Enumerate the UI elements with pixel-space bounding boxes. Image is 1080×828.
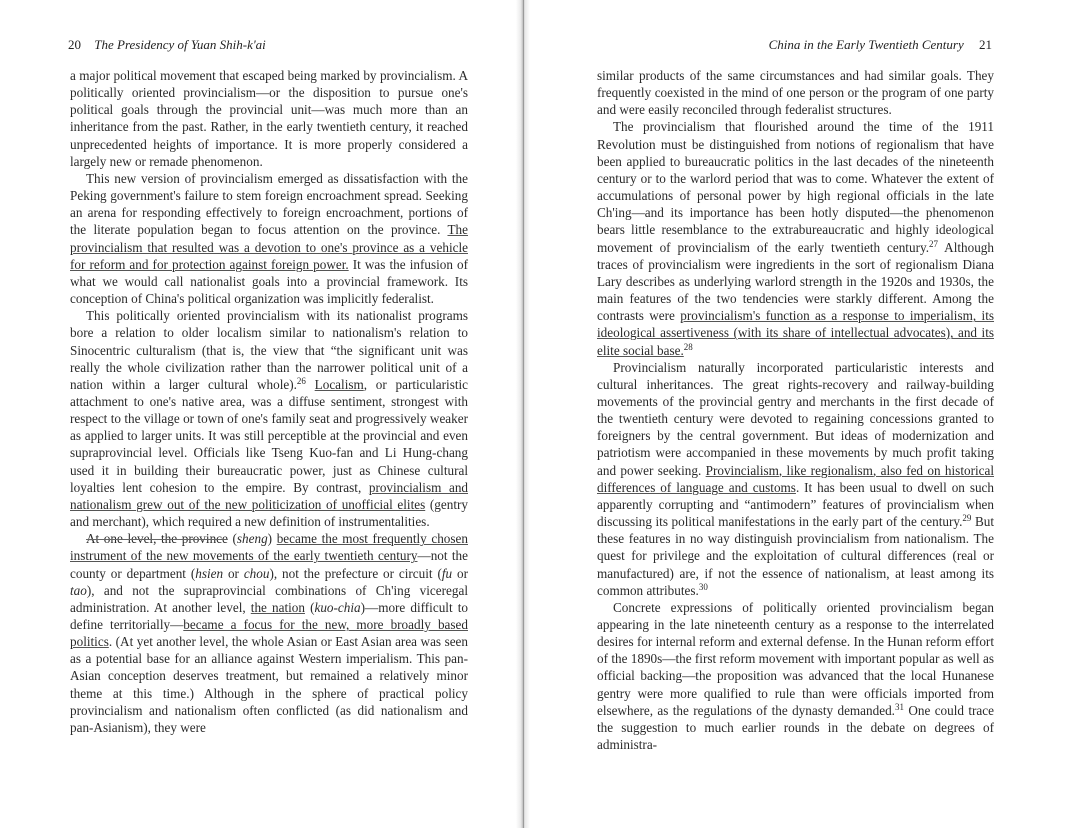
right-page-number: 21 <box>979 37 992 52</box>
underlined-passage: provincialism and nationalism grew out of the new politicization of unofficial elites <box>70 479 469 512</box>
footnote-ref: 29 <box>962 513 972 524</box>
text-run: This new version of provincialism emerged as dissatisfaction with the Peking government's failure to stem foreign encroachment spread. Seeking an arena for responding effectively to foreign encroachment, portions of the literate population began to focus attention on the province. <box>70 170 468 238</box>
text-run: The provincialism that flourished around the time of the 1911 Revolution must be distinguished from notions of regionalism that have been applied to bureaucratic politics in the last decades of the nineteenth century or to the warlord period that was to come. Whatever the extent of accumulations of personal power by high regional officials in the late Ch'ing—and its importance has been hotly disputed—the phenomenon bears little resemblance to the extrabureaucratic and highly ideological movement of provincialism of the early twentieth century. <box>597 119 994 255</box>
text-run: similar products of the same circumstances and had similar goals. They frequently coexisted in the mind of one person or the program of one party and were easily reconciled through federalist structures. <box>597 68 994 118</box>
paragraph <box>597 118 994 358</box>
footnote-ref: 28 <box>683 341 693 352</box>
footnote-ref: 30 <box>698 581 708 592</box>
text-run: One could trace the suggestion to much earlier rounds in the debate on degrees of administra- <box>597 702 994 753</box>
text-run: ( <box>304 599 315 615</box>
gutter-line <box>523 0 524 828</box>
text-run: or <box>223 565 244 581</box>
text-run: This politically oriented provincialism with its nationalist programs bore a relation to older localism similar to nationalism's relation to Sinocentric culturalism (that is, the view that “the significant unit was really the whole civilization rather than the narrower political unit of a nation within a larger cultural whole). <box>70 308 468 392</box>
paragraph <box>70 67 468 170</box>
text-run <box>306 377 315 392</box>
underlined-passage: Provincialism, like regionalism, also fed on historical differences of language and customs <box>597 462 994 495</box>
footnote-ref: 26 <box>296 375 306 386</box>
text-run: It was the infusion of what we would call nationalist goals into a provincial framework. Its conception of China's political organization was implicitly federalist. <box>70 256 468 307</box>
paragraph <box>597 67 994 118</box>
left-page-number: 20 <box>68 37 81 52</box>
underlined-passage: provincialism's function as a response to imperialism, its ideological assertiveness (with its share of intellectual advocates), and its elite social base. <box>597 308 995 358</box>
italic-term: kuo-chia <box>314 599 361 615</box>
italic-term: sheng <box>236 531 268 547</box>
paragraph <box>70 307 468 530</box>
footnote-ref: 31 <box>894 701 904 712</box>
underlined-passage: became the most frequently chosen instrument of the new movements of the early twentieth century <box>70 531 468 564</box>
paragraph <box>70 530 468 736</box>
paragraph <box>597 599 994 753</box>
paragraph <box>70 170 468 307</box>
text-run: . It has been usual to dwell on such apparently corrupting and “antimodern” features of provincialism when discussing its political manifestations in the early part of the century. <box>597 479 994 530</box>
italic-term: chou <box>243 565 270 581</box>
text-run: , or particularistic attachment to one's native area, was a diffuse sentiment, strongest with respect to the village or town of one's family seat and progressively weaker as applied to larger units. It was still perceptible at the provincial and even supraprovincial level. Officials like Tseng Kuo-fan and Li Hung-chang used it in building their bureaucratic power, just as Chinese cultural loyalties lent cohesion to the empire. By contrast, <box>70 376 469 495</box>
right-running-title: China in the Early Twentieth Century <box>768 37 964 52</box>
italic-term: fu <box>441 565 453 581</box>
text-run: or <box>452 565 468 581</box>
italic-term: tao <box>70 582 87 598</box>
left-running-head <box>68 37 266 53</box>
right-running-head <box>769 37 992 53</box>
text-run: ( <box>227 531 237 547</box>
text-run: ), and not the supraprovincial combinations of Ch'ing viceregal administration. At another level, <box>70 582 468 615</box>
paragraph <box>597 359 994 599</box>
right-page <box>532 0 1080 828</box>
text-run: Provincialism naturally incorporated particularistic interests and cultural inheritances. The great rights-recovery and railway-building movements of the provincial gentry and merchants in the first decade of the twentieth century were devoted to regaining concessions granted to foreigners by the central government. But ideas of modernization and patriotism were accompanied in these movements by much profit taking and power seeking. <box>597 359 994 478</box>
text-run: (gentry and merchant), which required a new definition of instrumentalities. <box>70 496 468 530</box>
text-run: )—more difficult to define territorially— <box>70 599 468 632</box>
text-run: ) <box>267 531 277 547</box>
left-body-text <box>70 67 468 736</box>
text-run: —not the county or department ( <box>70 548 468 581</box>
underlined-passage: The provincialism that resulted was a devotion to one's province as a vehicle for reform and for protection against foreign power. <box>70 222 468 272</box>
text-run: But these features in no way distinguish provincialism from nationalism. The quest for privilege and the exploitation of cultural differences (real or manufactured) are, if not the essence of nationalism, at least among its common attributes. <box>597 514 994 598</box>
text-run: a major political movement that escaped being marked by provincialism. A politically oriented provincialism—or the disposition to pursue one's political goals through the provincial unit—was much more than an inheritance from the past. Rather, in the early twentieth century, it reached unprecedented heights of importance. It is more properly considered a largely new or remade phenomenon. <box>70 68 468 169</box>
italic-term: hsien <box>195 565 224 581</box>
right-body-text <box>597 67 994 753</box>
left-page <box>0 0 522 828</box>
left-running-title: The Presidency of Yuan Shih-k'ai <box>94 37 266 52</box>
underlined-passage: Localism <box>314 376 364 392</box>
text-run: ), not the prefecture or circuit ( <box>269 565 442 581</box>
underlined-passage: the nation <box>250 599 305 615</box>
struck-passage: At one level, the province <box>86 531 228 547</box>
text-run: Although traces of provincialism were ingredients in the sort of regionalism Diana Lary describes as underlying warlord strength in the 1920s and 1930s, the main features of the two tendencies were starkly different. Among the contrasts were <box>597 239 994 324</box>
underlined-passage: became a focus for the new, more broadly based politics <box>70 617 468 650</box>
text-run: Concrete expressions of politically oriented provincialism began appearing in the late nineteenth century as a response to the interrelated desires for internal reform and external defense. In the Hunan reform effort of the 1890s—the first reform movement with important popular as well as official backing—the proposition was advanced that the local Hunanese gentry were more qualified to rule than were officials imported from elsewhere, as the regulations of the dynasty demanded. <box>597 599 994 718</box>
text-run: . (At yet another level, the whole Asian or East Asian area was seen as a potential base for an alliance against Western imperialism. This pan-Asian conception deserves treatment, but remained a relatively minor theme at this time.) Although in the sphere of practical policy provincialism and nationalism often conflicted (as did nationalism and pan-Asianism), they were <box>70 634 468 735</box>
footnote-ref: 27 <box>929 238 938 249</box>
